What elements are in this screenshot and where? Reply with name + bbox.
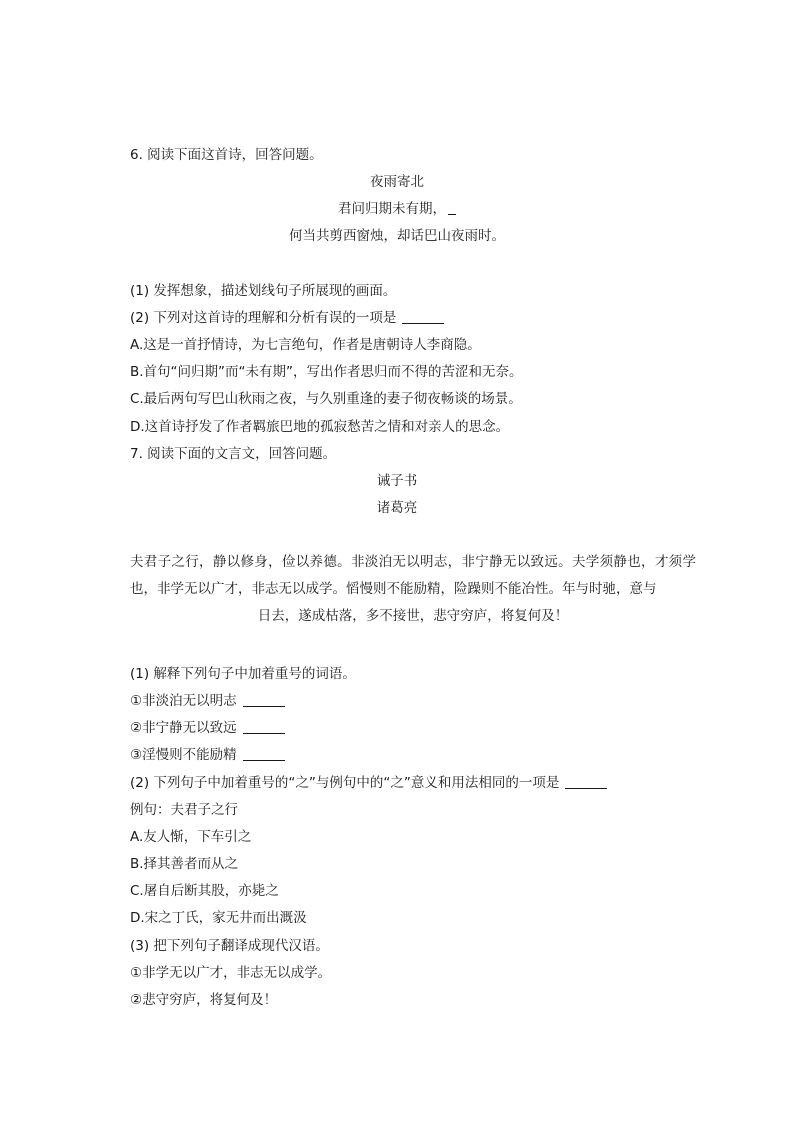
q7-sub1-item2	[130, 719, 285, 737]
q6-option-b: B.首句“问归期”而“未有期”，写出作者思归而不得的苦涩和无奈。	[130, 364, 523, 380]
q7-sub3-item2: ②悲守穷庐，将复何及！	[130, 992, 278, 1008]
q7-sub2-answer-blank[interactable]	[565, 774, 607, 789]
q7-sub1-item2-text: ②非宁静无以致远	[130, 720, 237, 736]
q7-sub3-item1: ①非学无以广才，非志无以成学。	[130, 965, 332, 981]
q7-sub2-text: (2) 下列句子中加着重号的“之”与例句中的“之”意义和用法相同的一项是	[130, 775, 560, 791]
q6-poem-line2: 何当共剪西窗烛，却话巴山夜雨时。	[289, 228, 505, 244]
q6-intro: 6. 阅读下面这首诗，回答问题。	[130, 147, 323, 163]
q7-sub2	[130, 774, 607, 792]
q7-option-b: B.择其善者而从之	[130, 856, 239, 872]
q7-passage-main: 夫君子之行，静以修身，俭以养德。非淡泊无以明志，非宁静无以致远。夫学须静也，才须学也，非学无以广才，非志无以成学。慆慢则不能励精，险躁则不能冶性。年与时驰，意与	[130, 554, 696, 597]
q7-option-d: D.宋之丁氏，家无井而出溉汲	[130, 910, 307, 926]
q7-passage-last: 日去，遂成枯落，多不接世，悲守穷庐，将复何及！	[257, 608, 569, 624]
q7-sub1-item1-blank[interactable]	[243, 692, 285, 707]
q6-option-a: A.这是一首抒情诗，为七言绝句，作者是唐朝诗人李商隐。	[130, 337, 481, 353]
q6-sub2	[130, 309, 444, 327]
q6-poem-title: 夜雨寄北	[370, 174, 424, 190]
q6-sub2-text: (2) 下列对这首诗的理解和分析有误的一项是	[130, 310, 397, 326]
q7-sub3: (3) 把下列句子翻译成现代汉语。	[130, 938, 329, 954]
q7-sub1-item3-text: ③淫慢则不能励精	[130, 747, 237, 763]
q7-sub1-item3-blank[interactable]	[243, 746, 285, 761]
q7-sub1-item3	[130, 746, 285, 764]
q6-poem-line1-text: 君问归期未有期，	[338, 201, 446, 217]
q7-example: 例句：夫君子之行	[130, 802, 238, 818]
q7-passage	[130, 549, 696, 630]
q6-sub1: (1) 发挥想象，描述划线句子所展现的画面。	[130, 283, 397, 299]
q7-sub1-item1-text: ①非淡泊无以明志	[130, 693, 237, 709]
q7-intro: 7. 阅读下面的文言文，回答问题。	[130, 446, 337, 462]
q7-sub1: (1) 解释下列句子中加着重号的词语。	[130, 666, 356, 682]
q6-poem-line1	[0, 200, 794, 218]
q6-option-d: D.这首诗抒发了作者羁旅巴地的孤寂愁苦之情和对亲人的思念。	[130, 419, 510, 435]
q7-text-title: 诫子书	[376, 473, 418, 489]
q7-option-c: C.屠自后断其股，亦毙之	[130, 883, 279, 899]
q7-option-a: A.友人惭，下车引之	[130, 829, 252, 845]
q6-sub2-answer-blank[interactable]	[402, 309, 444, 324]
q7-author: 诸葛亮	[376, 500, 418, 516]
q7-sub1-item2-blank[interactable]	[243, 719, 285, 734]
q6-option-c: C.最后两句写巴山秋雨之夜，与久别重逢的妻子彻夜畅谈的场景。	[130, 391, 522, 407]
q7-sub1-item1	[130, 692, 285, 710]
q6-poem-line1-blank[interactable]	[448, 200, 456, 215]
